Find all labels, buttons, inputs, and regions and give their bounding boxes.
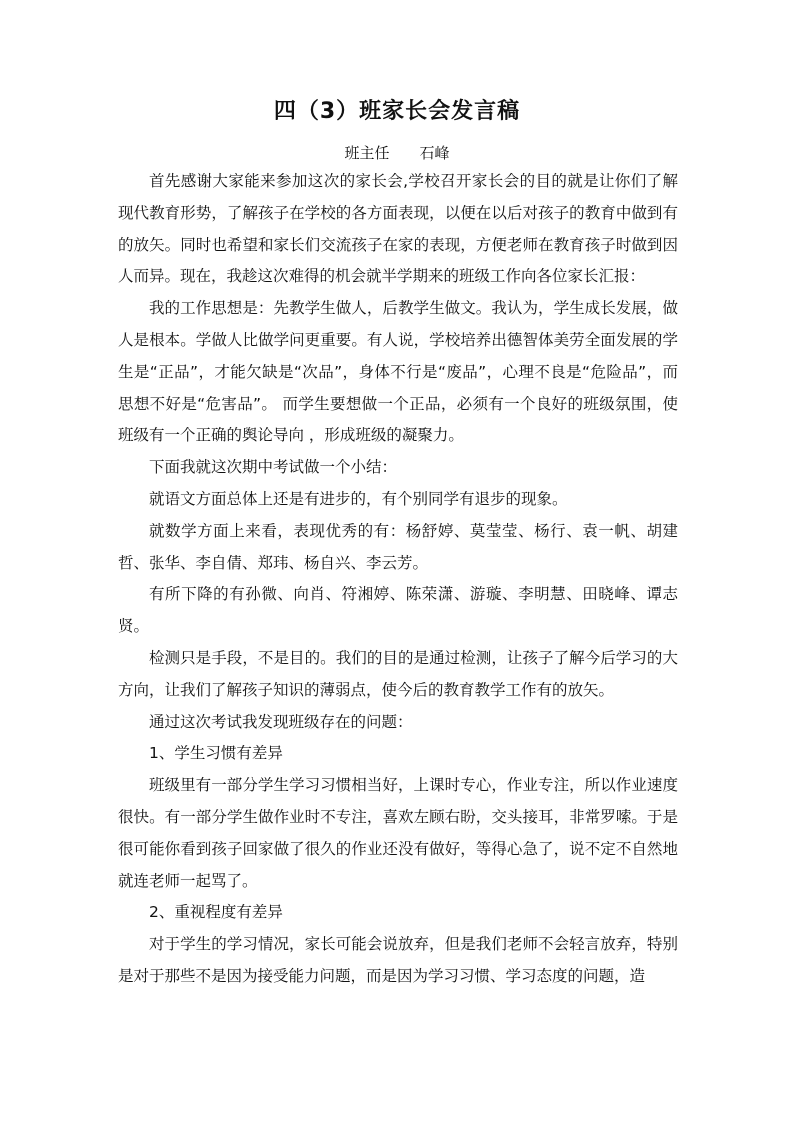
paragraph-math-declined: 有所下降的有孙微、向肖、符湘婷、陈荣潇、游璇、李明慧、田晓峰、谭志贤。 bbox=[118, 585, 678, 636]
section-heading-attention: 2、重视程度有差异 bbox=[149, 903, 283, 922]
paragraph-math-excellent: 就数学方面上来看，表现优秀的有：杨舒婷、莫莹莹、杨行、袁一帆、胡建哲、张华、李自倩、郑玮、杨自兴、李云芳。 bbox=[118, 521, 678, 572]
author-role: 班主任 bbox=[344, 144, 390, 162]
document-title: 四（3）班家长会发言稿 bbox=[273, 99, 521, 124]
paragraph-intro: 首先感谢大家能来参加这次的家长会,学校召开家长会的目的就是让你们了解现代教育形势，了解孩子在学校的各方面表现，以便在以后对孩子的教育中做到有的放矢。同时也希望和家长们交流孩子在家的表现，方便老师在教育孩子时做到因人而异。现在，我趁这次难得的机会就半学期来的班级工作向各位家长汇报： bbox=[118, 172, 678, 286]
document-body bbox=[118, 166, 678, 993]
paragraph-attention: 对于学生的学习情况，家长可能会说放弃，但是我们老师不会轻言放弃，特别是对于那些不是因为接受能力问题，而是因为学习习惯、学习态度的问题，造 bbox=[118, 935, 678, 985]
paragraph-problems-heading: 通过这次考试我发现班级存在的问题： bbox=[149, 712, 413, 731]
paragraph-exam-summary-heading: 下面我就这次期中考试做一个小结： bbox=[149, 458, 398, 477]
author-line bbox=[0, 142, 794, 164]
paragraph-testing-purpose: 检测只是手段，不是目的。我们的目的是通过检测，让孩子了解今后学习的大方向，让我们了解孩子知识的薄弱点，使今后的教育教学工作有的放矢。 bbox=[118, 648, 678, 699]
paragraph-habits: 班级里有一部分学生学习习惯相当好，上课时专心，作业专注，所以作业速度很快。有一部分学生做作业时不专注，喜欢左顾右盼，交头接耳，非常罗嗦。于是很可能你看到孩子回家做了很久的作业还没有做好，等得心急了，说不定不自然地就连老师一起骂了。 bbox=[118, 776, 678, 890]
paragraph-chinese: 就语文方面总体上还是有进步的，有个别同学有退步的现象。 bbox=[149, 489, 568, 508]
paragraph-philosophy: 我的工作思想是：先教学生做人，后教学生做文。我认为，学生成长发展，做人是根本。学做人比做学问更重要。有人说，学校培养出德智体美劳全面发展的学生是“正品”，才能欠缺是“次品”，身体不行是“废品”，心理不良是“危险品”，而思想不好是“危害品”。 而学生要想做一个正品，必须有一个良好的班级氛围，使班级有一个正确的舆论导向 ，形成班级的凝聚力。 bbox=[118, 299, 678, 445]
author-name: 石峰 bbox=[419, 144, 450, 162]
section-heading-habits: 1、学生习惯有差异 bbox=[149, 744, 283, 763]
